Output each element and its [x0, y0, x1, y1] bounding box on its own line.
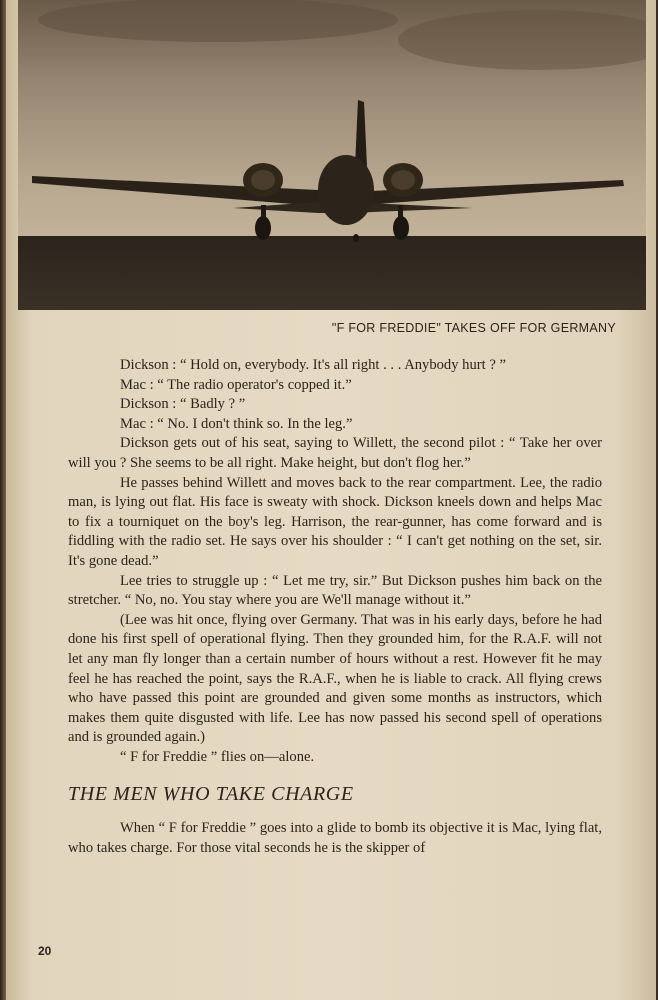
- dialogue-line: Mac : “ The radio operator's copped it.”: [120, 376, 352, 393]
- paragraph: He passes behind Willett and moves back to the rear compartment. Lee, the radio man, is lying out flat. His face is sweaty with shock. Dickson kneels down and helps Mac to fix a tourniquet on the boy's leg. Harrison, the rear-gunner, has come forward and is fiddling with the radio set. He says over his shoulder : “ I can't get nothing on the set, sir. It's gone dead.”: [68, 474, 602, 569]
- section-heading: THE MEN WHO TAKE CHARGE: [68, 783, 354, 806]
- paragraph: Dickson gets out of his seat, saying to Willett, the second pilot : “ Take her over will you ? She seems to be all right. Make height, but don't flog her.”: [68, 435, 602, 471]
- paragraph: Lee tries to struggle up : “ Let me try, sir.” But Dickson pushes him back on the stretcher. “ No, no. You stay where you are We'll manage without it.”: [68, 572, 602, 609]
- book-page: [6, 0, 656, 1000]
- page-number: 20: [38, 944, 52, 958]
- plane-taking-off-photo: [18, 0, 646, 310]
- paragraph: When “ F for Freddie ” goes into a glide to bomb its objective it is Mac, lying flat, who takes charge. For those vital seconds he is the skipper of: [68, 820, 602, 856]
- dialogue-line: Dickson : “ Hold on, everybody. It's all right . . . Anybody hurt ? ”: [120, 357, 506, 373]
- photo-caption: "F FOR FREDDIE" TAKES OFF FOR GERMANY: [331, 321, 616, 335]
- dialogue-line: Dickson : “ Badly ? ”: [120, 396, 246, 413]
- body-text: [68, 356, 602, 858]
- paragraph: “ F for Freddie ” flies on—alone.: [120, 748, 315, 765]
- paragraph: (Lee was hit once, flying over Germany. That was in his early days, before he had done his first spell of operational flying. Then they grounded him, for the R.A.F. will not let any man fly longer than a certain number of hours without a rest. However fit he may feel he has reached the point, says the R.A.F., when he is liable to crack. All flying crews who have passed this point are grounded and given some months as instructors, which makes them quite disgusted with life. Lee has now passed his second spell of operations and is grounded again.): [68, 611, 602, 746]
- dialogue-line: Mac : “ No. I don't think so. In the leg.”: [120, 415, 353, 432]
